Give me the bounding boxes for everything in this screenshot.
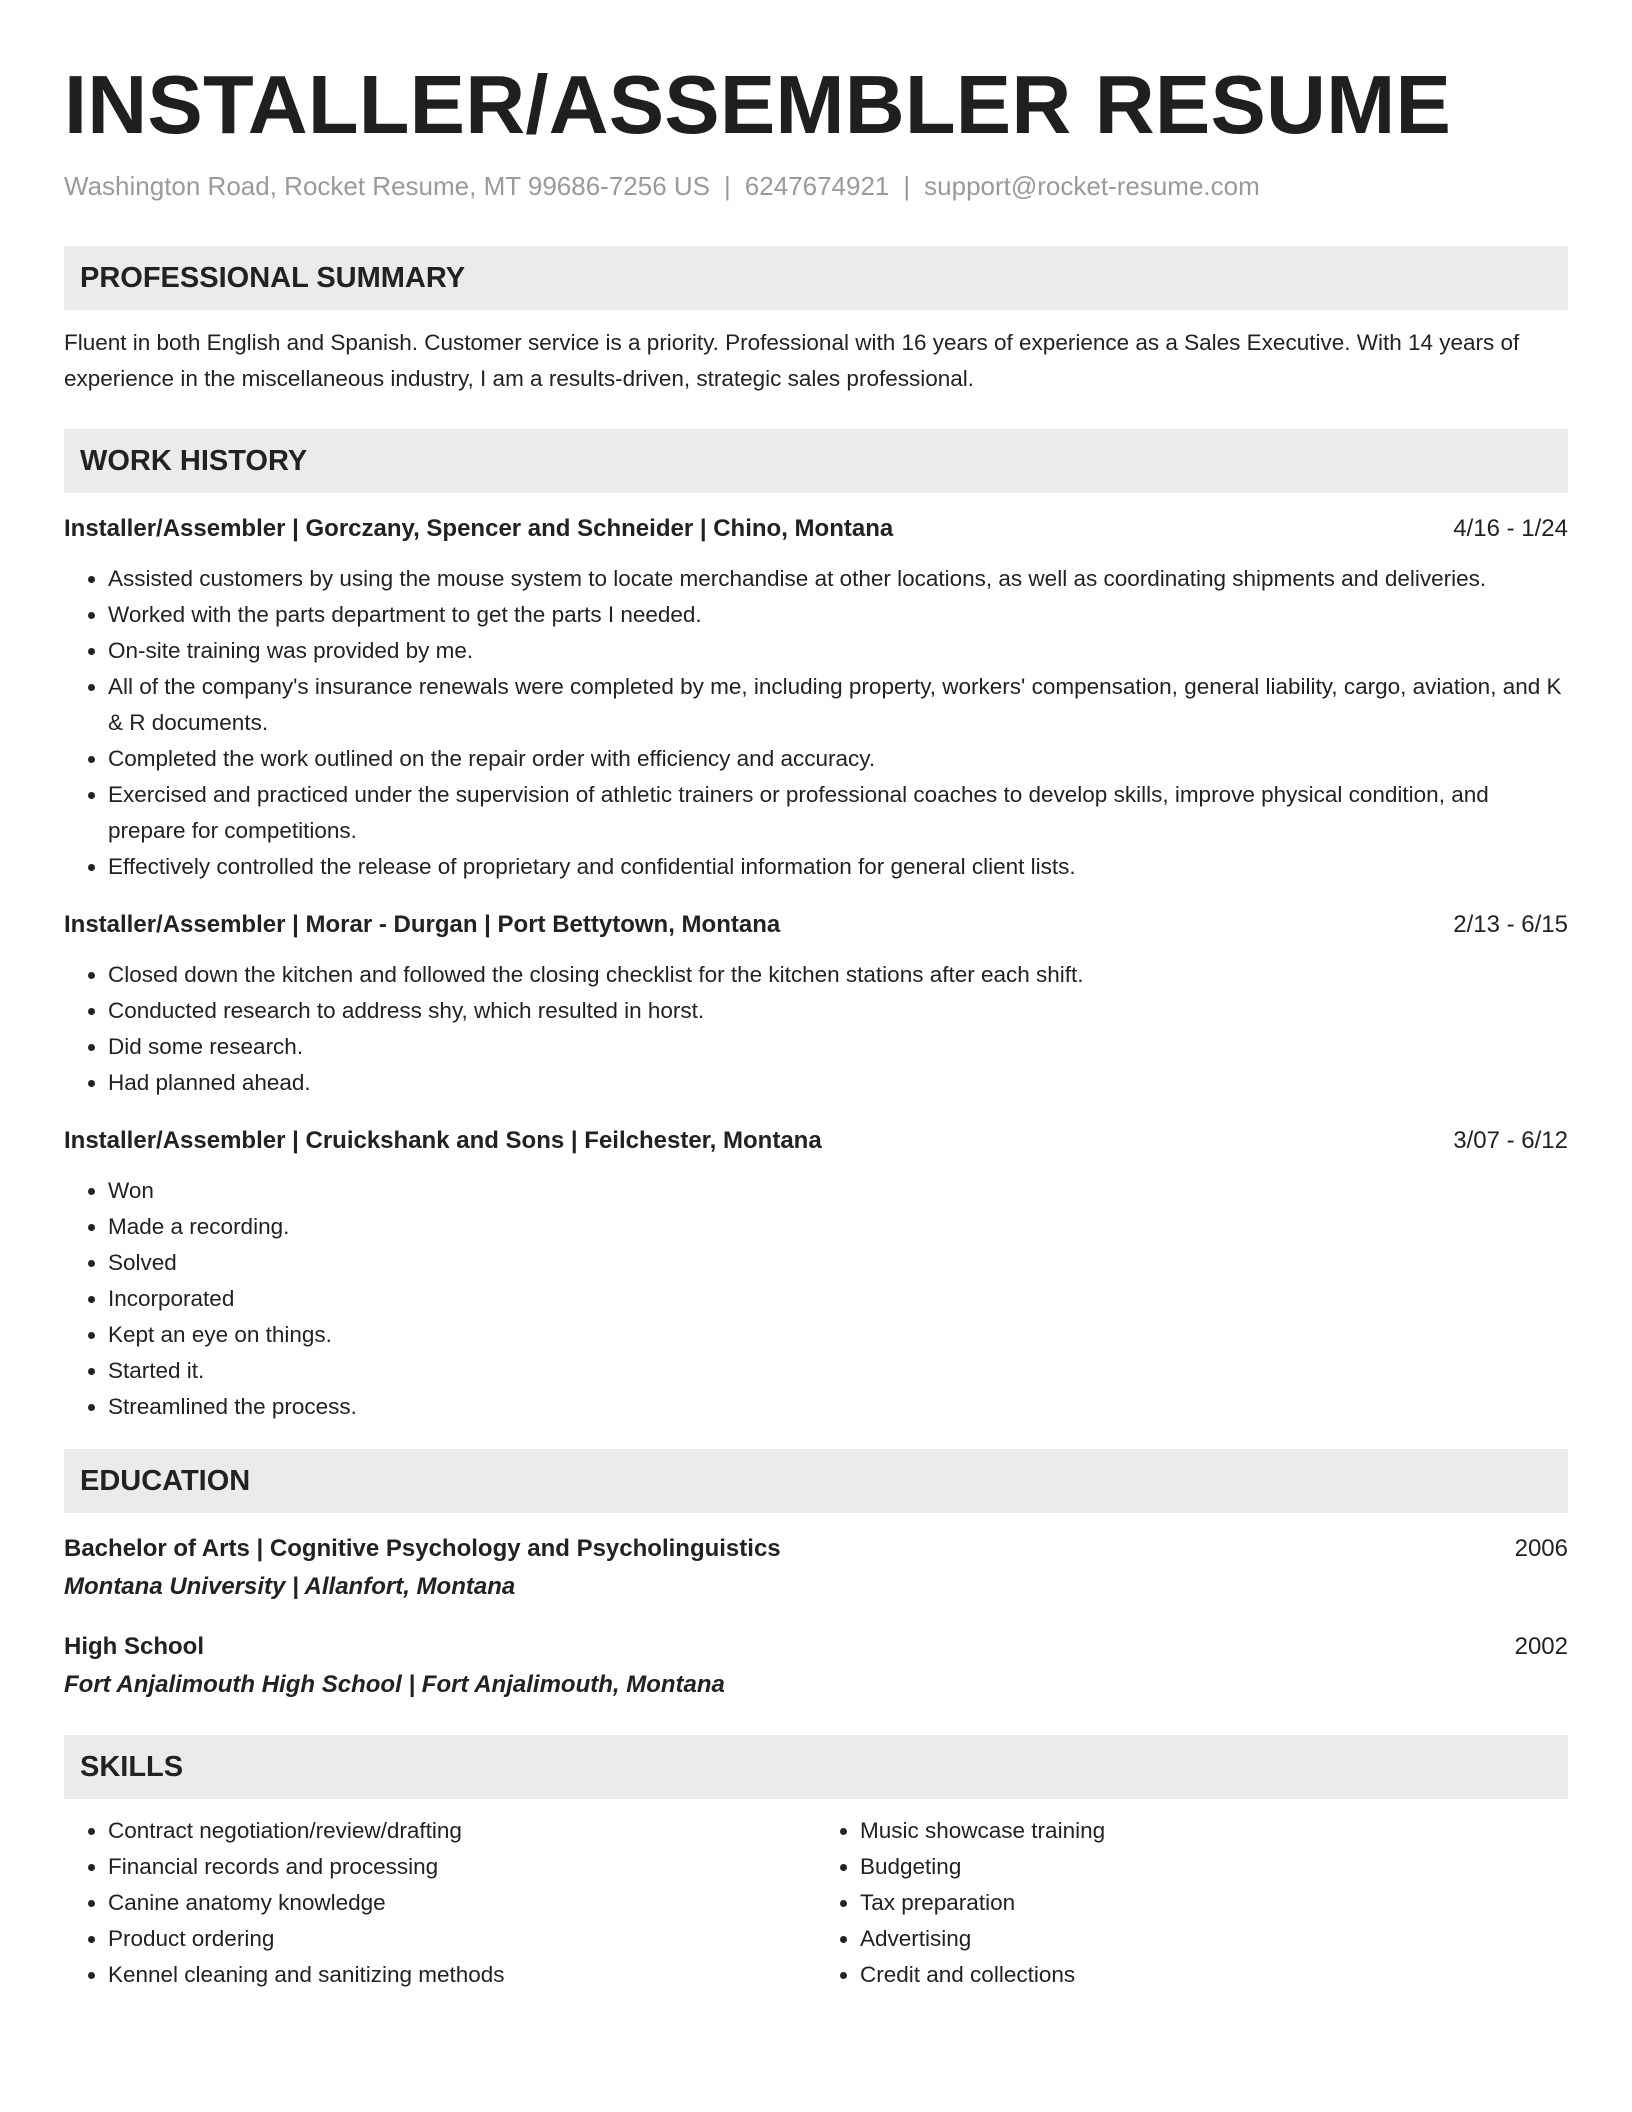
education-degree: Bachelor of Arts | Cognitive Psychology and Psycholinguistics — [64, 1535, 781, 1562]
resume-title: INSTALLER/ASSEMBLER RESUME — [64, 58, 1452, 151]
summary-text: Fluent in both English and Spanish. Customer service is a priority. Professional with 16 years of experience as a Sales Executive. With 14 years of experience in the miscellaneous industry, I am a results-driven, strategic sales professional. — [64, 330, 1520, 391]
summary-heading: PROFESSIONAL SUMMARY — [64, 246, 1568, 310]
skill-item: • Budgeting — [860, 1849, 1568, 1885]
education-header — [64, 1531, 1568, 1567]
education-year: 2006 — [1514, 1535, 1568, 1562]
job-bullet: • Kept an eye on things. — [108, 1317, 1568, 1353]
job-bullets — [64, 957, 1568, 1101]
job-bullet: • Had planned ahead. — [108, 1065, 1568, 1101]
job-bullet: • Exercised and practiced under the supervision of athletic trainers or professional coaches to develop skills, improve physical condition, and prepare for competitions. — [108, 777, 1568, 849]
job-bullets — [64, 1173, 1568, 1425]
education-entry — [64, 1531, 1568, 1607]
job-dates: 4/16 - 1/24 — [1453, 515, 1568, 542]
contact-address: Washington Road, Rocket Resume, MT 99686-7256 US — [64, 171, 711, 201]
job-bullet: • Assisted customers by using the mouse system to locate merchandise at other locations, as well as coordinating shipments and deliveries. — [108, 561, 1568, 597]
skills-list-left — [64, 1813, 816, 1993]
job-bullet: • Won — [108, 1173, 1568, 1209]
job-bullet: • Streamlined the process. — [108, 1389, 1568, 1425]
job-dates: 2/13 - 6/15 — [1453, 911, 1568, 938]
contact-separator: | — [903, 171, 911, 201]
skill-item: • Financial records and processing — [108, 1849, 816, 1885]
skill-item: • Contract negotiation/review/drafting — [108, 1813, 816, 1849]
job-entry — [64, 511, 1568, 885]
skill-item: • Canine anatomy knowledge — [108, 1885, 816, 1921]
job-bullet: • Worked with the parts department to get the parts I needed. — [108, 597, 1568, 633]
work-history-heading: WORK HISTORY — [64, 429, 1568, 493]
job-dates: 3/07 - 6/12 — [1453, 1127, 1568, 1154]
contact-email: support@rocket-resume.com — [924, 171, 1260, 201]
job-bullet: • Solved — [108, 1245, 1568, 1281]
job-header — [64, 511, 1568, 547]
education-degree: High School — [64, 1633, 204, 1660]
education-school: Montana University | Allanfort, Montana — [64, 1573, 516, 1600]
skills-heading: SKILLS — [64, 1735, 1568, 1799]
contact-separator: | — [724, 171, 731, 201]
skills-columns — [64, 1813, 1568, 1993]
education-year: 2002 — [1514, 1633, 1568, 1660]
skill-item: • Product ordering — [108, 1921, 816, 1957]
job-bullet: • Effectively controlled the release of proprietary and confidential information for general client lists. — [108, 849, 1568, 885]
skills-list-right — [816, 1813, 1568, 1993]
job-bullets — [64, 561, 1568, 885]
job-bullet: • Incorporated — [108, 1281, 1568, 1317]
contact-phone: 6247674921 — [744, 171, 890, 201]
education-school: Fort Anjalimouth High School | Fort Anjalimouth, Montana — [64, 1671, 725, 1698]
skill-item: • Music showcase training — [860, 1813, 1568, 1849]
job-header — [64, 1123, 1568, 1159]
job-bullet: • On-site training was provided by me. — [108, 633, 1568, 669]
skill-item: • Kennel cleaning and sanitizing methods — [108, 1957, 816, 1993]
education-header — [64, 1629, 1568, 1665]
job-header — [64, 907, 1568, 943]
job-bullet: • Started it. — [108, 1353, 1568, 1389]
job-bullet: • Completed the work outlined on the repair order with efficiency and accuracy. — [108, 741, 1568, 777]
job-bullet: • Made a recording. — [108, 1209, 1568, 1245]
job-title: Installer/Assembler | Gorczany, Spencer and Schneider | Chino, Montana — [64, 515, 894, 542]
skill-item: • Advertising — [860, 1921, 1568, 1957]
job-bullet: • Did some research. — [108, 1029, 1568, 1065]
contact-line — [64, 169, 1568, 203]
job-title: Installer/Assembler | Morar - Durgan | Port Bettytown, Montana — [64, 911, 781, 938]
skill-item: • Tax preparation — [860, 1885, 1568, 1921]
job-entry — [64, 907, 1568, 1101]
job-bullet: • Closed down the kitchen and followed the closing checklist for the kitchen stations after each shift. — [108, 957, 1568, 993]
job-entry — [64, 1123, 1568, 1425]
job-bullet: • All of the company's insurance renewals were completed by me, including property, workers' compensation, general liability, cargo, aviation, and K & R documents. — [108, 669, 1568, 741]
education-entry — [64, 1629, 1568, 1705]
job-title: Installer/Assembler | Cruickshank and Sons | Feilchester, Montana — [64, 1127, 822, 1154]
skill-item: • Credit and collections — [860, 1957, 1568, 1993]
job-bullet: • Conducted research to address shy, which resulted in horst. — [108, 993, 1568, 1029]
education-heading: EDUCATION — [64, 1449, 1568, 1513]
